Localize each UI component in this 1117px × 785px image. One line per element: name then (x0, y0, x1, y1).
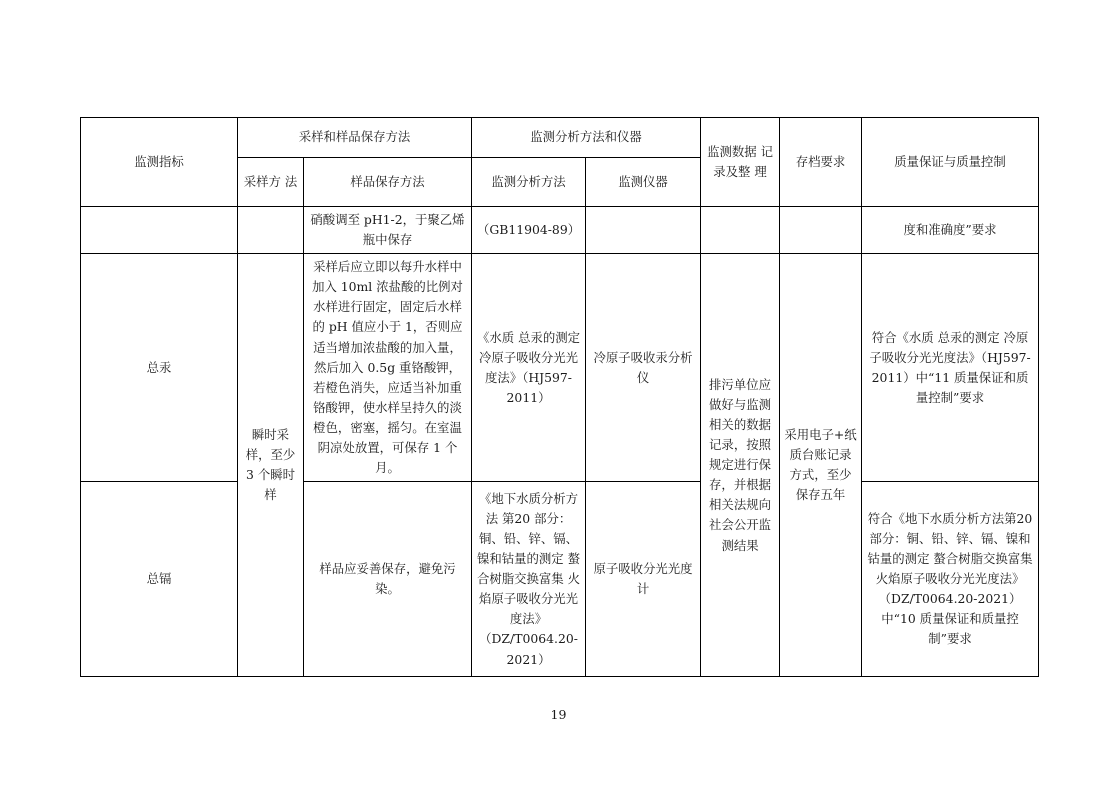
table-row (81, 207, 1039, 254)
table-row (81, 254, 1039, 482)
monitoring-indicator-table-wrapper (80, 117, 1038, 677)
cell-analysis-method-mercury: 《水质 总汞的测定 冷原子吸收分光光度法》（HJ597-2011） (472, 254, 586, 482)
cell-sampling-method-instantaneous: 瞬时采样，至少 3 个瞬时样 (238, 254, 304, 677)
header-sampling-and-preservation: 采样和样品保存方法 (238, 118, 472, 158)
header-row-top (81, 118, 1039, 158)
header-indicator: 监测指标 (81, 118, 238, 207)
cell-sample-preservation-mercury: 采样后应立即以每升水样中加入 10ml 浓盐酸的比例对水样进行固定，固定后水样的 pH 值应小于 1，否则应适当增加浓盐酸的加入量，然后加入 0.5g 重铬酸钾，若橙色消失，应适当补加重铬酸钾，使水样呈持久的淡橙色，密塞，摇匀。在室温阴凉处放置，可保存 1 个月。 (304, 254, 472, 482)
cell-quality-control-mercury: 符合《水质 总汞的测定 冷原子吸收分光光度法》（HJ597-2011）中“11 质量保证和质量控制”要求 (862, 254, 1039, 482)
header-sampling-method: 采样方 法 (238, 158, 304, 207)
header-archive-requirement: 存档要求 (780, 118, 862, 207)
cell-sampling-method-continued (238, 207, 304, 254)
cell-analysis-method-cadmium: 《地下水质分析方法 第20 部分：铜、铅、锌、镉、镍和钴量的测定 螯合树脂交换富集 火焰原子吸收分光光度法》（DZ/T0064.20-2021） (472, 482, 586, 677)
cell-instrument-continued (586, 207, 701, 254)
cell-sample-preservation-cadmium: 样品应妥善保存，避免污染。 (304, 482, 472, 677)
header-data-record: 监测数据 记录及整 理 (701, 118, 780, 207)
cell-archive-continued (780, 207, 862, 254)
cell-indicator-continued (81, 207, 238, 254)
cell-indicator-total-cadmium: 总镉 (81, 482, 238, 677)
header-sample-preservation: 样品保存方法 (304, 158, 472, 207)
table-row (81, 482, 1039, 677)
cell-instrument-mercury: 冷原子吸收汞分析仪 (586, 254, 701, 482)
cell-indicator-total-mercury: 总汞 (81, 254, 238, 482)
table-header (81, 118, 1039, 207)
page-number: 19 (550, 707, 567, 722)
header-quality-control: 质量保证与质量控制 (862, 118, 1039, 207)
cell-analysis-method-continued: （GB11904-89） (472, 207, 586, 254)
header-analysis-method-and-instrument: 监测分析方法和仪器 (472, 118, 701, 158)
cell-sample-preservation-continued: 硝酸调至 pH1-2，于聚乙烯瓶中保存 (304, 207, 472, 254)
header-analysis-method: 监测分析方法 (472, 158, 586, 207)
cell-data-record-continued (701, 207, 780, 254)
monitoring-indicator-table (80, 117, 1039, 677)
cell-instrument-cadmium: 原子吸收分光光度计 (586, 482, 701, 677)
cell-quality-control-cadmium: 符合《地下水质分析方法第20 部分：铜、铅、锌、镉、镍和钴量的测定 螯合树脂交换富集 火焰原子吸收分光光度法》（DZ/T0064.20-2021）中“10 质量保证和质量控制”要求 (862, 482, 1039, 677)
cell-quality-control-continued: 度和准确度”要求 (862, 207, 1039, 254)
table-body (81, 207, 1039, 677)
cell-data-record: 排污单位应做好与监测相关的数据记录，按照规定进行保存，并根据相关法规向社会公开监测结果 (701, 254, 780, 677)
header-instrument: 监测仪器 (586, 158, 701, 207)
cell-archive-requirement: 采用电子+纸质台账记录方式，至少保存五年 (780, 254, 862, 677)
